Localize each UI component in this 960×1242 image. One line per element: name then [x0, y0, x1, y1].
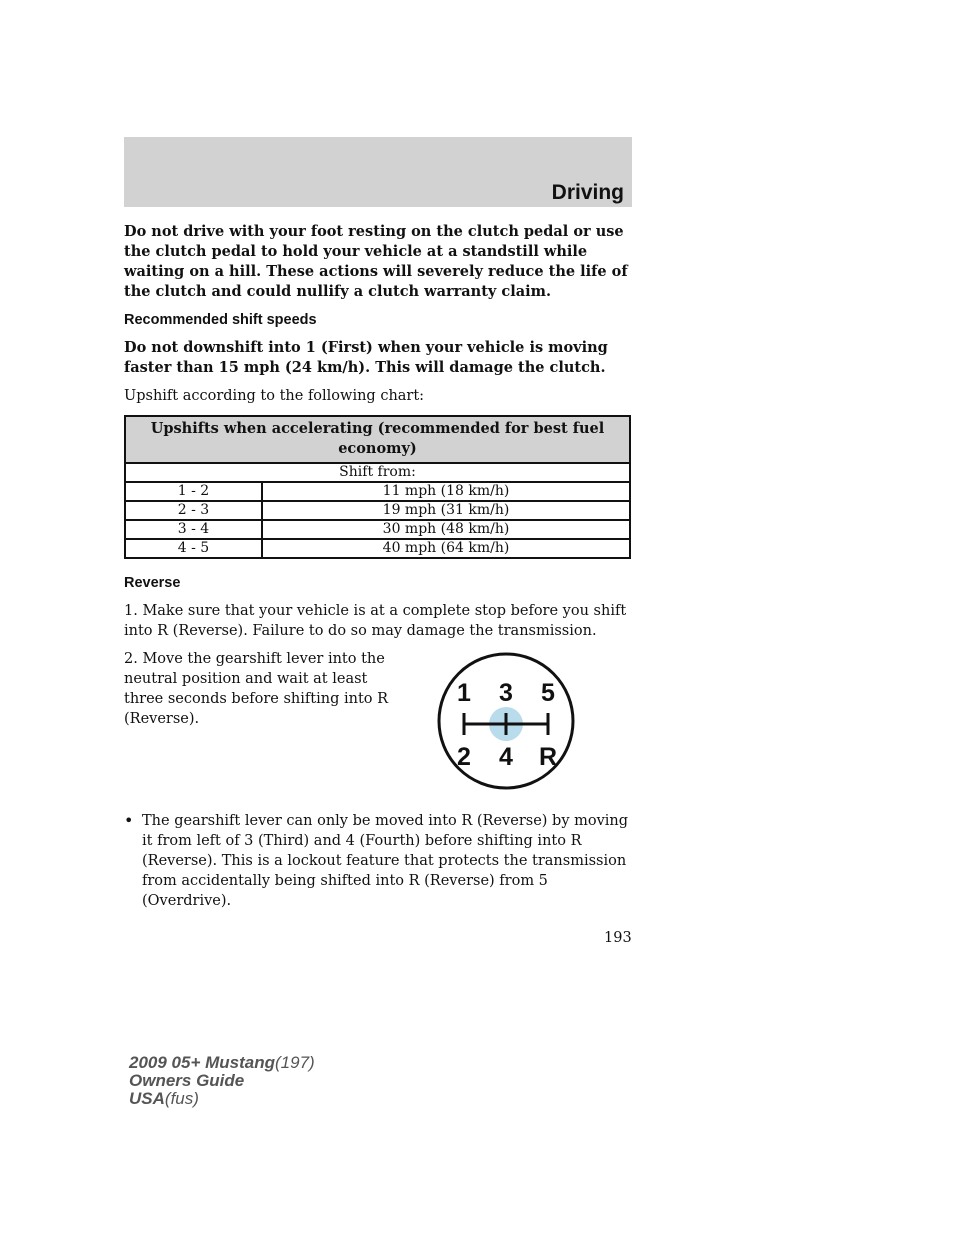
speed-cell: 11 mph (18 km/h) [262, 482, 630, 501]
reverse-step-2-block [124, 649, 634, 799]
lockout-bullet [124, 811, 634, 911]
gear-pair-cell: 2 - 3 [125, 501, 262, 520]
page-content [124, 222, 634, 911]
clutch-warning: Do not drive with your foot resting on the clutch pedal or use the clutch pedal to hold your vehicle at a standstill while waiting on a hill. These actions will severely reduce the life of the clutch and could nullify a clutch warranty claim. [124, 223, 628, 300]
upshift-table-subheader: Shift from: [125, 463, 630, 482]
footer-model-code: (197) [275, 1053, 315, 1072]
speed-cell: 30 mph (48 km/h) [262, 520, 630, 539]
gear-pair-cell: 4 - 5 [125, 539, 262, 558]
footer-guide: Owners Guide [129, 1071, 245, 1090]
gear-label-5: 5 [541, 679, 555, 707]
reverse-step-2: 2. Move the gearshift lever into the neutral position and wait at least three seconds before shifting into R (Reverse). [124, 651, 389, 727]
gearshift-pattern-diagram [436, 651, 576, 791]
page-number: 193 [604, 930, 632, 946]
document-footer [129, 1054, 315, 1108]
upshift-table [124, 415, 631, 559]
footer-market: USA [129, 1089, 165, 1108]
section-title: Driving [551, 181, 624, 204]
speed-cell: 19 mph (31 km/h) [262, 501, 630, 520]
table-row [125, 482, 630, 501]
speed-cell: 40 mph (64 km/h) [262, 539, 630, 558]
table-row [125, 520, 630, 539]
gear-label-4: 4 [499, 743, 513, 771]
lockout-bullet-text: The gearshift lever can only be moved into R (Reverse) by moving it from left of 3 (Third) and 4 (Fourth) before shifting into R (Reverse). This is a lockout feature that protects the transmission from accidentally being shifted into R (Reverse) from 5 (Overdrive). [142, 813, 629, 909]
reverse-step-1: 1. Make sure that your vehicle is at a complete stop before you shift into R (Reverse). Failure to do so may damage the transmission. [124, 603, 627, 639]
gear-label-2: 2 [457, 743, 471, 771]
upshift-table-title: Upshifts when accelerating (recommended for best fuel economy) [125, 416, 630, 463]
footer-market-code: (fus) [164, 1089, 199, 1108]
gear-pair-cell: 1 - 2 [125, 482, 262, 501]
upshift-intro: Upshift according to the following chart: [124, 388, 425, 404]
gear-label-3: 3 [499, 679, 513, 707]
gear-label-r: R [538, 743, 558, 771]
downshift-warning: Do not downshift into 1 (First) when your vehicle is moving faster than 15 mph (24 km/h). This will damage the clutch. [124, 339, 608, 376]
reverse-heading: Reverse [124, 575, 181, 591]
table-row [125, 501, 630, 520]
shift-speeds-heading: Recommended shift speeds [124, 312, 317, 328]
gear-label-1: 1 [457, 679, 471, 707]
bullet-symbol: • [124, 811, 134, 830]
gear-pair-cell: 3 - 4 [125, 520, 262, 539]
footer-model: 2009 05+ Mustang [129, 1053, 275, 1072]
section-header-band [124, 137, 632, 207]
table-row [125, 539, 630, 558]
